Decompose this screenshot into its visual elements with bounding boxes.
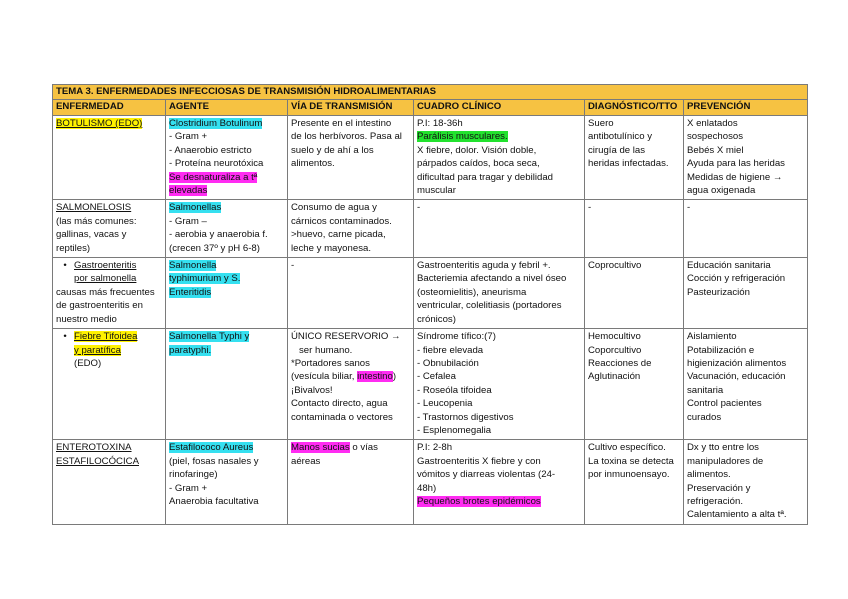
prev-line: curados — [687, 411, 722, 423]
diseases-table — [52, 84, 808, 525]
agent-name: Enteritidis — [169, 286, 212, 298]
disease-name: y paratífica — [74, 344, 121, 356]
header-prevencion: PREVENCIÓN — [684, 100, 808, 116]
via-line: alimentos. — [291, 158, 335, 170]
prev-line: Preservación y — [687, 482, 751, 494]
cell-via — [288, 200, 414, 258]
header-via: VÍA DE TRANSMISIÓN — [288, 100, 414, 116]
agent-name: Salmonellas — [169, 202, 222, 214]
diag-line: antibotulínico y — [588, 131, 652, 143]
cuadro-line: 48h) — [417, 482, 437, 494]
agent-line: - Gram + — [169, 131, 208, 143]
table-row-salmonelosis — [53, 200, 808, 258]
prev-line: Cocción y refrigeración — [687, 273, 786, 285]
table-title: TEMA 3. ENFERMEDADES INFECCIOSAS DE TRANSMISIÓN HIDROALIMENTARIAS — [53, 85, 808, 100]
cuadro-line: crónicos) — [417, 313, 456, 325]
cell-via — [288, 329, 414, 440]
cell-via — [288, 440, 414, 524]
via-line: suelo y de ahí a los — [291, 144, 374, 156]
disease-note: causas más frecuentes — [56, 286, 155, 298]
cuadro-line: - Leucopenia — [417, 398, 473, 410]
via-line: aéreas — [291, 455, 321, 467]
via-line: *Portadores sanos — [291, 357, 370, 369]
cuadro-line: muscular — [417, 185, 456, 197]
cuadro-line: Bacteriemia afectando a nivel óseo — [417, 273, 567, 285]
cuadro-line: - Obnubilación — [417, 357, 479, 369]
header-row — [53, 100, 808, 116]
via-line: (vesícula biliar, — [291, 371, 358, 383]
disease-note: gallinas, vacas y — [56, 229, 127, 241]
agent-line: - Gram + — [169, 482, 208, 494]
diag-line: Coporcultivo — [588, 344, 642, 356]
cuadro-line: vómitos y diarreas violentas (24- — [417, 469, 556, 481]
cell-via — [288, 258, 414, 329]
prev-line: higienización alimentos — [687, 357, 787, 369]
disease-name: BOTULISMO (EDO) — [56, 118, 143, 129]
cell-cuadro — [414, 329, 585, 440]
agent-line: elevadas — [169, 185, 208, 197]
header-diagnostico: DIAGNÓSTICO/TTO — [585, 100, 684, 116]
via-line: ser humano. — [299, 344, 353, 356]
via-line: de los herbívoros. Pasa al — [291, 131, 402, 143]
cell-cuadro — [414, 440, 585, 524]
cell-prevencion — [684, 329, 808, 440]
agent-line: Se desnaturaliza a tª — [169, 171, 258, 183]
cuadro-line: - fiebre elevada — [417, 344, 484, 356]
cell-cuadro — [414, 200, 585, 258]
cuadro-line: Gastroenteritis X fiebre y con — [417, 455, 541, 467]
prev-line: Dx y tto entre los — [687, 442, 759, 454]
via-highlight: Manos sucias — [291, 442, 350, 454]
cuadro-line: - Esplenomegalia — [417, 424, 492, 436]
disease-name: SALMONELOSIS — [56, 202, 132, 214]
cell-enfermedad — [53, 329, 166, 440]
prev-line: Ayuda para las heridas — [687, 158, 785, 170]
via-line: ¡Bivalvos! — [291, 384, 333, 396]
via-line: leche y mayonesa. — [291, 242, 371, 254]
prev-line: agua oxigenada — [687, 185, 756, 197]
cell-prevencion — [684, 258, 808, 329]
cuadro-line: X fiebre, dolor. Visión doble, — [417, 144, 537, 156]
cuadro-line: - Trastornos digestivos — [417, 411, 514, 423]
cell-enfermedad — [53, 440, 166, 524]
agent-line: (crecen 37º y pH 6-8) — [169, 242, 260, 254]
header-enfermedad: ENFERMEDAD — [53, 100, 166, 116]
agent-name: typhimurium y S. — [169, 273, 241, 285]
header-cuadro: CUADRO CLÍNICO — [414, 100, 585, 116]
diag-line: Hemocultivo — [588, 331, 641, 343]
prev-line: Vacunación, educación — [687, 371, 786, 383]
via-line: >huevo, carne picada, — [291, 229, 386, 241]
disease-note: (las más comunes: — [56, 215, 137, 227]
prev-line: sanitaria — [687, 384, 724, 396]
bullet-icon: • — [63, 260, 67, 272]
prev-line: Pasteurización — [687, 286, 750, 298]
cell-agente — [166, 329, 288, 440]
cuadro-line: P.I: 18-36h — [417, 118, 463, 129]
cell-diagnostico — [585, 258, 684, 329]
cell-diagnostico — [585, 329, 684, 440]
prev-line: sospechosos — [687, 131, 743, 143]
agent-name: Clostridium Botulinum — [169, 118, 263, 129]
cell-enfermedad — [53, 258, 166, 329]
prev-line: refrigeración. — [687, 495, 743, 507]
disease-name: ENTEROTOXINA — [56, 442, 132, 454]
disease-note: nuestro medio — [56, 313, 117, 325]
cell-prevencion — [684, 440, 808, 524]
cell-via — [288, 116, 414, 200]
via-line: Contacto directo, agua — [291, 398, 388, 410]
disease-note: reptiles) — [56, 242, 91, 254]
via-line: contaminada o vectores — [291, 411, 393, 423]
disease-note: de gastroenteritis en — [56, 300, 143, 312]
cell-diagnostico — [585, 200, 684, 258]
cuadro-line: Síndrome tífico:(7) — [417, 331, 496, 343]
cuadro-line: Parálisis musculares. — [417, 131, 508, 143]
cell-diagnostico — [585, 116, 684, 200]
diag-line: Reacciones de — [588, 357, 652, 369]
cuadro-line: - Roseóla tifoidea — [417, 384, 492, 396]
diag-line: Cultivo específico. — [588, 442, 666, 454]
prev-line: Control pacientes — [687, 398, 762, 410]
disease-name: Gastroenteritis — [74, 260, 137, 272]
cuadro-line: párpados caídos, boca seca, — [417, 158, 540, 170]
via-line: Presente en el intestino — [291, 118, 392, 129]
via-line: cárnicos contaminados. — [291, 215, 392, 227]
via-highlight: intestino — [357, 371, 393, 383]
table-row-enterotoxina — [53, 440, 808, 524]
cuadro-line: P.I: 2-8h — [417, 442, 453, 454]
disease-name: ESTAFILOCÓCICA — [56, 455, 139, 467]
prev-line: alimentos. — [687, 469, 731, 481]
agent-line: - Gram – — [169, 215, 207, 227]
prev-line: Bebés X miel — [687, 144, 744, 156]
agent-name: Estafilococo Aureus — [169, 442, 254, 454]
via-line: ÚNICO RESERVORIO → — [291, 331, 401, 343]
agent-line: Anaerobia facultativa — [169, 495, 259, 507]
cell-agente — [166, 258, 288, 329]
table-row-fiebre-tifoidea — [53, 329, 808, 440]
agent-name: Salmonella — [169, 260, 217, 272]
table-row-botulismo — [53, 116, 808, 200]
agent-line: - Proteína neurotóxica — [169, 158, 264, 170]
cell-prevencion — [684, 116, 808, 200]
cuadro-line: ventricular, colelitiasis (portadores — [417, 300, 562, 312]
via-line: ) — [392, 371, 397, 383]
prev-line: Aislamiento — [687, 331, 737, 343]
cuadro-highlight: Pequeños brotes epidémicos — [417, 495, 541, 507]
cell-cuadro — [414, 116, 585, 200]
diag-line: heridas infectadas. — [588, 158, 669, 170]
title-row — [53, 85, 808, 100]
disease-name: Fiebre Tifoidea — [74, 331, 138, 343]
prev-line: manipuladores de — [687, 455, 764, 467]
bullet-icon: • — [63, 331, 67, 343]
cuadro-line: (osteomielitis), aneurisma — [417, 286, 527, 298]
table-row-gastroenteritis — [53, 258, 808, 329]
cell-agente — [166, 116, 288, 200]
prev-line: X enlatados — [687, 118, 738, 129]
diag-line: por inmunoensayo. — [588, 469, 670, 481]
cell-prevencion — [684, 200, 808, 258]
cell-agente — [166, 440, 288, 524]
diag-line: Suero — [588, 118, 614, 129]
agent-line: - Anaerobio estricto — [169, 144, 252, 156]
agent-line: - aerobia y anaerobia f. — [169, 229, 268, 241]
disease-name: por salmonella — [74, 273, 137, 285]
prev-line: Medidas de higiene → — [687, 171, 783, 183]
prev-line: Potabilización e — [687, 344, 755, 356]
via-line: o vías — [349, 442, 378, 454]
cuadro-line: dificultad para tragar y debilidad — [417, 171, 553, 183]
agent-line: rinofaringe) — [169, 469, 218, 481]
diag-line: Coprocultivo — [588, 260, 642, 272]
cell-enfermedad — [53, 116, 166, 200]
header-agente: AGENTE — [166, 100, 288, 116]
cuadro-line: - Cefalea — [417, 371, 456, 383]
prev-line: Calentamiento a alta tª. — [687, 509, 787, 521]
cell-agente — [166, 200, 288, 258]
via-line: Consumo de agua y — [291, 202, 377, 214]
cuadro-line: Gastroenteritis aguda y febril +. — [417, 260, 551, 272]
agent-name: paratyphi. — [169, 344, 212, 356]
via-line: - — [291, 260, 295, 272]
diag-line: - — [588, 202, 592, 214]
cell-diagnostico — [585, 440, 684, 524]
agent-name: Salmonella Typhi y — [169, 331, 250, 343]
cell-enfermedad — [53, 200, 166, 258]
prev-line: Educación sanitaria — [687, 260, 771, 272]
diag-line: La toxina se detecta — [588, 455, 674, 467]
cell-cuadro — [414, 258, 585, 329]
prev-line: - — [687, 202, 691, 214]
diag-line: cirugía de las — [588, 144, 646, 156]
cuadro-line: - — [417, 202, 421, 214]
agent-line: (piel, fosas nasales y — [169, 455, 259, 467]
disease-note: (EDO) — [74, 357, 102, 369]
diag-line: Aglutinación — [588, 371, 641, 383]
